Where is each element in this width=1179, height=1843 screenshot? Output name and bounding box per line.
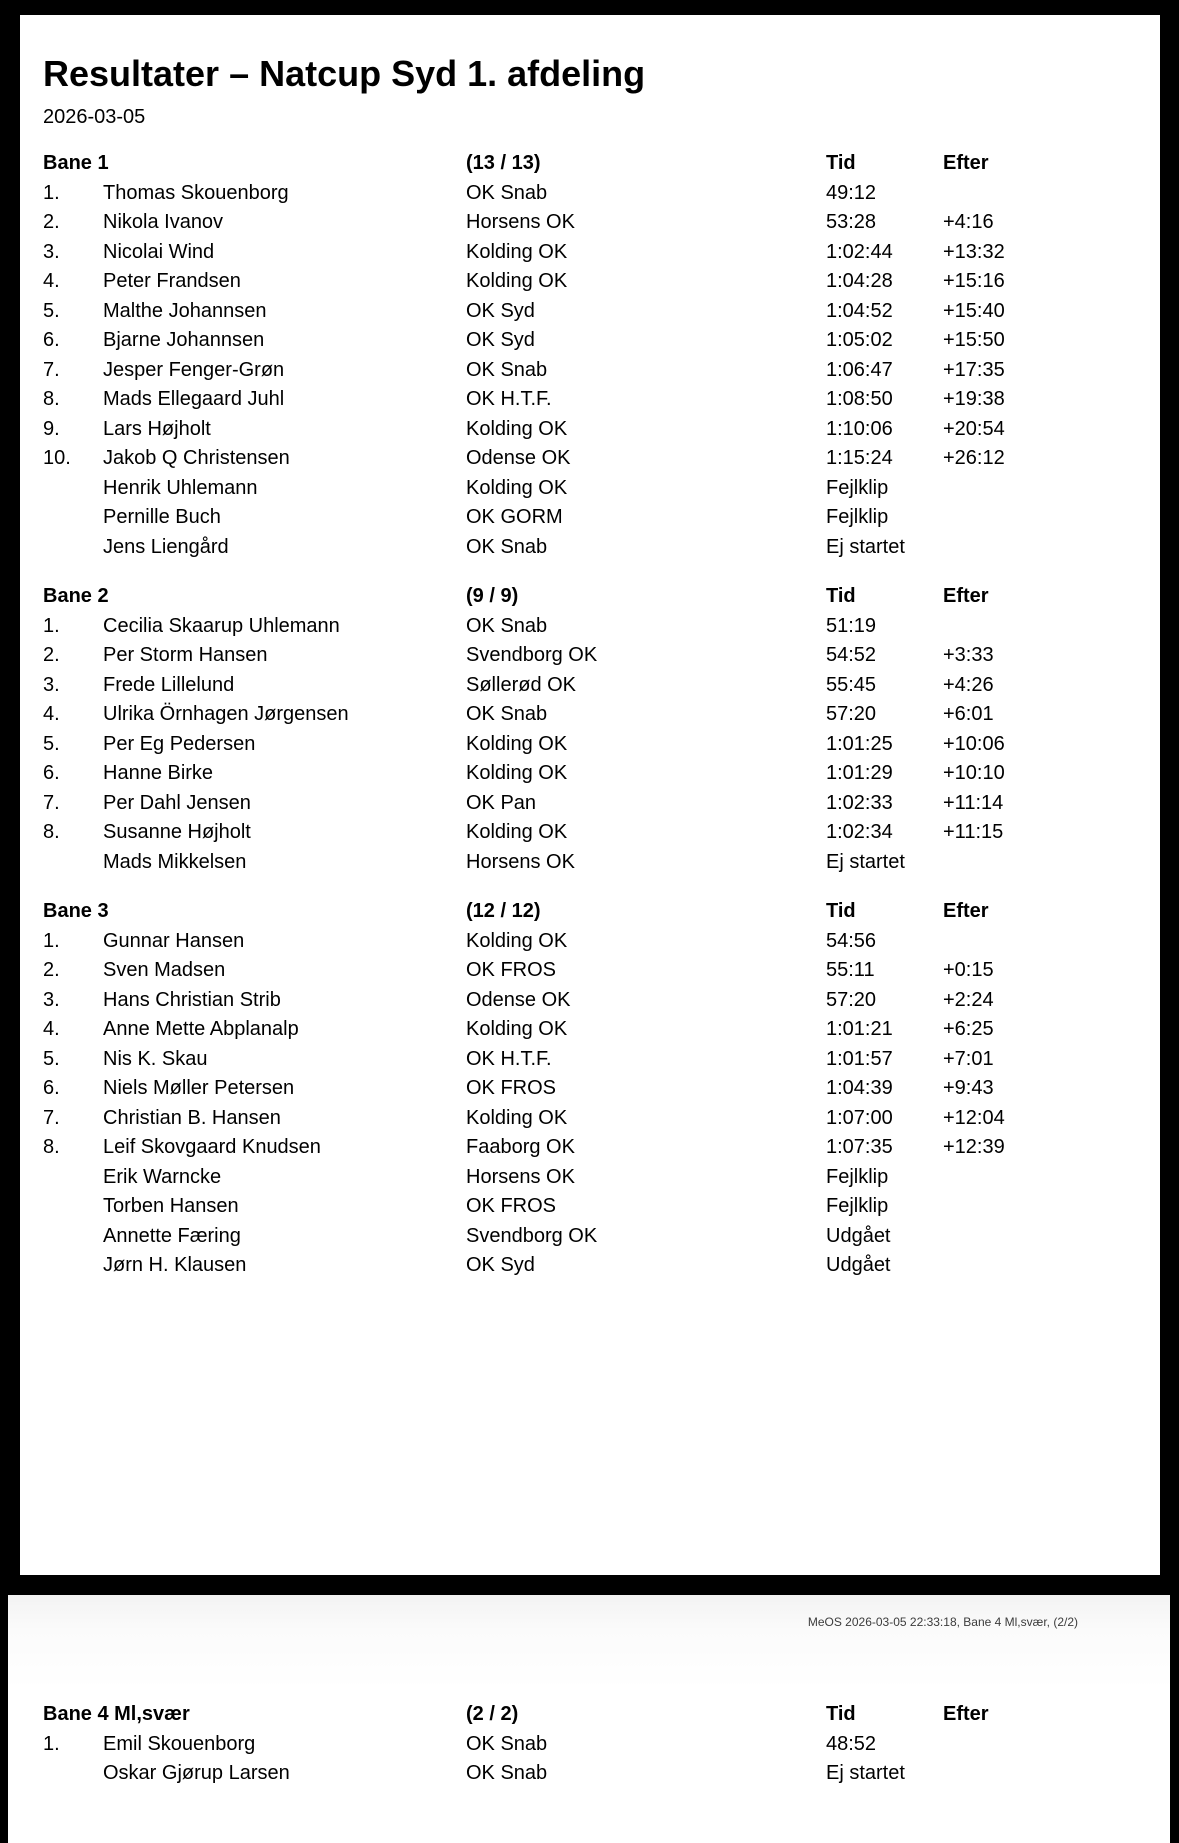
cell-efter: +26:12 — [943, 447, 1005, 469]
result-row — [43, 503, 1136, 533]
result-row — [43, 1251, 1136, 1281]
section-completed-count: (12 / 12) — [466, 900, 541, 922]
meos-page-header: MeOS 2026-03-05 22:33:18, Bane 4 Ml,svær, (2/2) — [807, 1615, 1078, 1629]
result-row — [43, 641, 1136, 671]
cell-tid: 1:04:28 — [826, 270, 893, 292]
cell-tid: Udgået — [826, 1254, 891, 1276]
cell-pos: 10. — [43, 447, 71, 469]
result-row — [43, 208, 1136, 238]
cell-name: Jens Liengård — [103, 535, 229, 558]
cell-name: Niels Møller Petersen — [103, 1077, 295, 1099]
cell-name: Erik Warncke — [103, 1165, 222, 1188]
cell-name: Nis K. Skau — [103, 1047, 208, 1070]
cell-efter: +4:16 — [943, 211, 994, 233]
cell-club: Svendborg OK — [466, 644, 598, 666]
result-row — [43, 1163, 1136, 1193]
cell-pos: 3. — [43, 673, 60, 696]
cell-club: Kolding OK — [466, 417, 568, 440]
cell-name: Henrik Uhlemann — [103, 476, 258, 499]
section-rows — [43, 179, 1136, 563]
cell-name: Mads Mikkelsen — [103, 850, 247, 873]
cell-club: OK FROS — [466, 1195, 557, 1217]
cell-pos: 5. — [43, 1047, 60, 1070]
cell-club: OK Syd — [466, 1254, 535, 1276]
section-rows — [43, 612, 1136, 878]
cell-efter: +10:06 — [943, 732, 1005, 755]
cell-tid: 1:02:44 — [826, 240, 893, 263]
cell-name: Frede Lillelund — [103, 673, 235, 696]
cell-tid: 1:04:52 — [826, 299, 893, 322]
cell-pos: 2. — [43, 959, 60, 981]
cell-efter: +12:04 — [943, 1106, 1005, 1129]
result-row — [43, 267, 1136, 297]
cell-tid: Ej startet — [826, 850, 905, 873]
section-name: Bane 1 — [43, 152, 109, 174]
cell-pos: 4. — [43, 703, 60, 725]
document-date: 2026-03-05 — [43, 106, 146, 128]
result-row — [43, 848, 1136, 878]
result-row — [43, 1104, 1136, 1134]
section-header-row — [43, 1700, 1156, 1730]
cell-efter — [943, 1251, 1136, 1281]
cell-efter: +15:50 — [943, 329, 1005, 351]
cell-efter: +19:38 — [943, 388, 1005, 410]
result-row — [43, 671, 1136, 701]
result-row — [43, 356, 1136, 386]
cell-club: OK Syd — [466, 299, 535, 322]
cell-efter: +9:43 — [943, 1077, 994, 1099]
cell-tid: Udgået — [826, 1224, 891, 1247]
cell-pos: 2. — [43, 211, 60, 233]
cell-efter: +6:01 — [943, 703, 994, 725]
cell-club: Kolding OK — [466, 762, 568, 784]
cell-club: OK Snab — [466, 535, 548, 558]
cell-club: Svendborg OK — [466, 1224, 598, 1247]
cell-tid: 49:12 — [826, 181, 877, 204]
cell-club: Kolding OK — [466, 240, 568, 263]
cell-efter: +0:15 — [943, 959, 994, 981]
cell-tid: 48:52 — [826, 1732, 877, 1755]
cell-efter: +2:24 — [943, 988, 994, 1011]
result-row — [43, 297, 1136, 327]
cell-tid: 1:10:06 — [826, 417, 893, 440]
cell-club: Horsens OK — [466, 1165, 575, 1188]
cell-pos: 7. — [43, 791, 60, 814]
cell-name: Jesper Fenger-Grøn — [103, 358, 285, 381]
cell-pos: 5. — [43, 732, 60, 755]
section-bane-4 — [43, 1700, 1156, 1789]
result-row — [43, 1133, 1136, 1163]
result-row — [43, 444, 1136, 474]
section-header-row — [43, 149, 1136, 179]
result-row — [43, 385, 1136, 415]
result-row — [43, 238, 1136, 268]
cell-name: Anne Mette Abplanalp — [103, 1018, 299, 1040]
cell-pos: 1. — [43, 614, 60, 637]
cell-efter — [943, 179, 1136, 209]
result-row — [43, 326, 1136, 356]
cell-club: OK Snab — [466, 1732, 548, 1755]
cell-name: Christian B. Hansen — [103, 1106, 281, 1129]
cell-efter: +13:32 — [943, 240, 1005, 263]
cell-efter: +10:10 — [943, 762, 1005, 784]
cell-tid: 57:20 — [826, 703, 877, 725]
result-row — [43, 415, 1136, 445]
result-row — [43, 533, 1136, 563]
cell-efter — [943, 1759, 1156, 1789]
cell-pos — [43, 848, 103, 878]
cell-efter — [943, 1222, 1136, 1252]
section-bane-2 — [43, 582, 1136, 877]
cell-pos: 7. — [43, 1106, 60, 1129]
cell-club: OK Snab — [466, 358, 548, 381]
result-row — [43, 179, 1136, 209]
cell-pos — [43, 1192, 103, 1222]
cell-efter: +6:25 — [943, 1018, 994, 1040]
section-completed-count: (9 / 9) — [466, 585, 519, 607]
cell-tid: 1:01:29 — [826, 762, 893, 784]
result-row — [43, 986, 1136, 1016]
cell-tid: 51:19 — [826, 614, 877, 637]
cell-name: Per Eg Pedersen — [103, 732, 256, 755]
cell-club: OK FROS — [466, 959, 557, 981]
cell-name: Per Dahl Jensen — [103, 791, 251, 814]
cell-pos: 9. — [43, 417, 60, 440]
cell-tid: Fejlklip — [826, 1195, 889, 1217]
cell-club: Kolding OK — [466, 1018, 568, 1040]
result-row — [43, 956, 1136, 986]
column-header-tid: Tid — [826, 900, 856, 922]
result-row — [43, 789, 1136, 819]
cell-pos: 7. — [43, 358, 60, 381]
cell-name: Oskar Gjørup Larsen — [103, 1762, 290, 1784]
section-completed-count: (13 / 13) — [466, 152, 541, 174]
cell-pos: 8. — [43, 821, 60, 843]
cell-tid: 1:05:02 — [826, 329, 893, 351]
cell-name: Mads Ellegaard Juhl — [103, 388, 285, 410]
cell-tid: 1:01:57 — [826, 1047, 893, 1070]
cell-club: Horsens OK — [466, 211, 575, 233]
cell-club: OK Snab — [466, 614, 548, 637]
cell-pos: 4. — [43, 1018, 60, 1040]
cell-efter — [943, 533, 1136, 563]
cell-pos: 4. — [43, 270, 60, 292]
cell-club: Kolding OK — [466, 929, 568, 952]
cell-name: Ulrika Örnhagen Jørgensen — [103, 703, 349, 725]
cell-name: Thomas Skouenborg — [103, 181, 289, 204]
cell-name: Per Storm Hansen — [103, 644, 268, 666]
cell-tid: 1:04:39 — [826, 1077, 893, 1099]
cell-tid: Ej startet — [826, 1762, 905, 1784]
result-row — [43, 1192, 1136, 1222]
cell-tid: 1:07:35 — [826, 1136, 893, 1158]
result-row — [43, 700, 1136, 730]
cell-club: OK GORM — [466, 506, 563, 528]
result-row — [43, 927, 1136, 957]
cell-name: Lars Højholt — [103, 417, 211, 440]
cell-club: Kolding OK — [466, 476, 568, 499]
cell-club: OK Snab — [466, 703, 548, 725]
result-row — [43, 1759, 1156, 1789]
section-completed-count: (2 / 2) — [466, 1703, 519, 1725]
cell-name: Annette Færing — [103, 1224, 241, 1247]
cell-efter: +20:54 — [943, 417, 1005, 440]
cell-efter: +3:33 — [943, 644, 994, 666]
section-header-row — [43, 582, 1136, 612]
cell-efter: +12:39 — [943, 1136, 1005, 1158]
cell-club: Horsens OK — [466, 850, 575, 873]
section-rows — [43, 927, 1136, 1281]
result-row — [43, 1015, 1136, 1045]
cell-tid: 57:20 — [826, 988, 877, 1011]
cell-club: OK FROS — [466, 1077, 557, 1099]
cell-efter: +11:15 — [943, 821, 1004, 843]
section-header-row — [43, 897, 1136, 927]
section-name: Bane 3 — [43, 900, 109, 922]
cell-club: OK Pan — [466, 791, 537, 814]
cell-efter — [943, 474, 1136, 504]
cell-efter — [943, 927, 1136, 957]
page-2 — [8, 1595, 1170, 1843]
cell-tid: 54:52 — [826, 644, 877, 666]
result-row — [43, 818, 1136, 848]
cell-club: Faaborg OK — [466, 1136, 575, 1158]
cell-efter — [943, 1730, 1156, 1760]
cell-tid: 1:01:25 — [826, 732, 893, 755]
result-row — [43, 474, 1136, 504]
cell-pos: 3. — [43, 988, 60, 1011]
result-row — [43, 612, 1136, 642]
section-rows — [43, 1730, 1156, 1789]
section-name: Bane 4 Ml,svær — [43, 1703, 190, 1725]
cell-pos: 1. — [43, 1732, 60, 1755]
cell-tid: Fejlklip — [826, 506, 889, 528]
cell-pos: 6. — [43, 762, 60, 784]
cell-pos: 6. — [43, 329, 60, 351]
cell-tid: 1:15:24 — [826, 447, 893, 469]
column-header-efter: Efter — [943, 1703, 989, 1725]
cell-name: Hanne Birke — [103, 762, 214, 784]
section-name: Bane 2 — [43, 585, 109, 607]
cell-name: Jakob Q Christensen — [103, 447, 290, 469]
cell-tid: 54:56 — [826, 929, 877, 952]
page-2-content — [8, 1595, 1170, 1789]
cell-pos: 1. — [43, 929, 60, 952]
cell-tid: 1:07:00 — [826, 1106, 893, 1129]
cell-pos — [43, 503, 103, 533]
column-header-tid: Tid — [826, 152, 856, 174]
column-header-efter: Efter — [943, 152, 989, 174]
cell-club: Kolding OK — [466, 270, 568, 292]
cell-tid: 1:02:34 — [826, 821, 893, 843]
cell-name: Nicolai Wind — [103, 240, 215, 263]
section-bane-3 — [43, 897, 1136, 1281]
cell-club: Søllerød OK — [466, 673, 577, 696]
cell-tid: 55:45 — [826, 673, 877, 696]
cell-tid: 1:02:33 — [826, 791, 893, 814]
document-title: Resultater – Natcup Syd 1. afdeling — [43, 53, 646, 94]
result-row — [43, 730, 1136, 760]
cell-efter — [943, 1192, 1136, 1222]
cell-efter — [943, 612, 1136, 642]
cell-efter — [943, 1163, 1136, 1193]
cell-pos: 8. — [43, 388, 60, 410]
page-1-content — [20, 15, 1160, 1281]
cell-pos — [43, 1759, 103, 1789]
cell-pos — [43, 533, 103, 563]
result-row — [43, 759, 1136, 789]
cell-club: OK H.T.F. — [466, 1047, 552, 1070]
cell-tid: 53:28 — [826, 211, 877, 233]
cell-efter: +11:14 — [943, 791, 1004, 814]
cell-pos — [43, 1222, 103, 1252]
cell-club: Kolding OK — [466, 1106, 568, 1129]
cell-club: OK Syd — [466, 329, 535, 351]
cell-pos — [43, 474, 103, 504]
cell-efter — [943, 503, 1136, 533]
cell-name: Hans Christian Strib — [103, 988, 281, 1011]
cell-club: Odense OK — [466, 447, 571, 469]
cell-club: OK Snab — [466, 1762, 548, 1784]
column-header-tid: Tid — [826, 585, 856, 607]
cell-efter — [943, 848, 1136, 878]
cell-tid: 1:01:21 — [826, 1018, 893, 1040]
cell-efter: +7:01 — [943, 1047, 994, 1070]
cell-club: Odense OK — [466, 988, 571, 1011]
cell-pos — [43, 1251, 103, 1281]
cell-pos — [43, 1163, 103, 1193]
cell-name: Nikola Ivanov — [103, 211, 224, 233]
cell-efter: +17:35 — [943, 358, 1005, 381]
cell-tid: Fejlklip — [826, 476, 889, 499]
cell-club: Kolding OK — [466, 732, 568, 755]
result-row — [43, 1730, 1156, 1760]
section-bane-1 — [43, 149, 1136, 562]
cell-name: Jørn H. Klausen — [103, 1254, 247, 1276]
cell-name: Sven Madsen — [103, 959, 226, 981]
cell-name: Peter Frandsen — [103, 270, 241, 292]
column-header-efter: Efter — [943, 585, 989, 607]
cell-name: Emil Skouenborg — [103, 1732, 256, 1755]
column-header-tid: Tid — [826, 1703, 856, 1725]
cell-name: Pernille Buch — [103, 506, 221, 528]
cell-name: Torben Hansen — [103, 1195, 239, 1217]
cell-pos: 3. — [43, 240, 60, 263]
cell-club: Kolding OK — [466, 821, 568, 843]
cell-club: OK H.T.F. — [466, 388, 552, 410]
cell-pos: 1. — [43, 181, 60, 204]
page-1 — [20, 15, 1160, 1575]
cell-name: Leif Skovgaard Knudsen — [103, 1136, 321, 1158]
cell-name: Bjarne Johannsen — [103, 329, 265, 351]
cell-name: Gunnar Hansen — [103, 929, 245, 952]
cell-pos: 8. — [43, 1136, 60, 1158]
cell-efter: +15:16 — [943, 270, 1005, 292]
cell-tid: Ej startet — [826, 535, 905, 558]
cell-name: Malthe Johannsen — [103, 299, 267, 322]
cell-name: Cecilia Skaarup Uhlemann — [103, 614, 340, 637]
result-row — [43, 1222, 1136, 1252]
cell-pos: 5. — [43, 299, 60, 322]
column-header-efter: Efter — [943, 900, 989, 922]
result-row — [43, 1045, 1136, 1075]
cell-club: OK Snab — [466, 181, 548, 204]
cell-pos: 2. — [43, 644, 60, 666]
cell-name: Susanne Højholt — [103, 821, 251, 843]
cell-tid: 1:08:50 — [826, 388, 893, 410]
cell-efter: +15:40 — [943, 299, 1005, 322]
cell-tid: 1:06:47 — [826, 358, 893, 381]
cell-tid: 55:11 — [826, 959, 875, 981]
cell-tid: Fejlklip — [826, 1165, 889, 1188]
result-row — [43, 1074, 1136, 1104]
cell-pos: 6. — [43, 1077, 60, 1099]
cell-efter: +4:26 — [943, 673, 994, 696]
